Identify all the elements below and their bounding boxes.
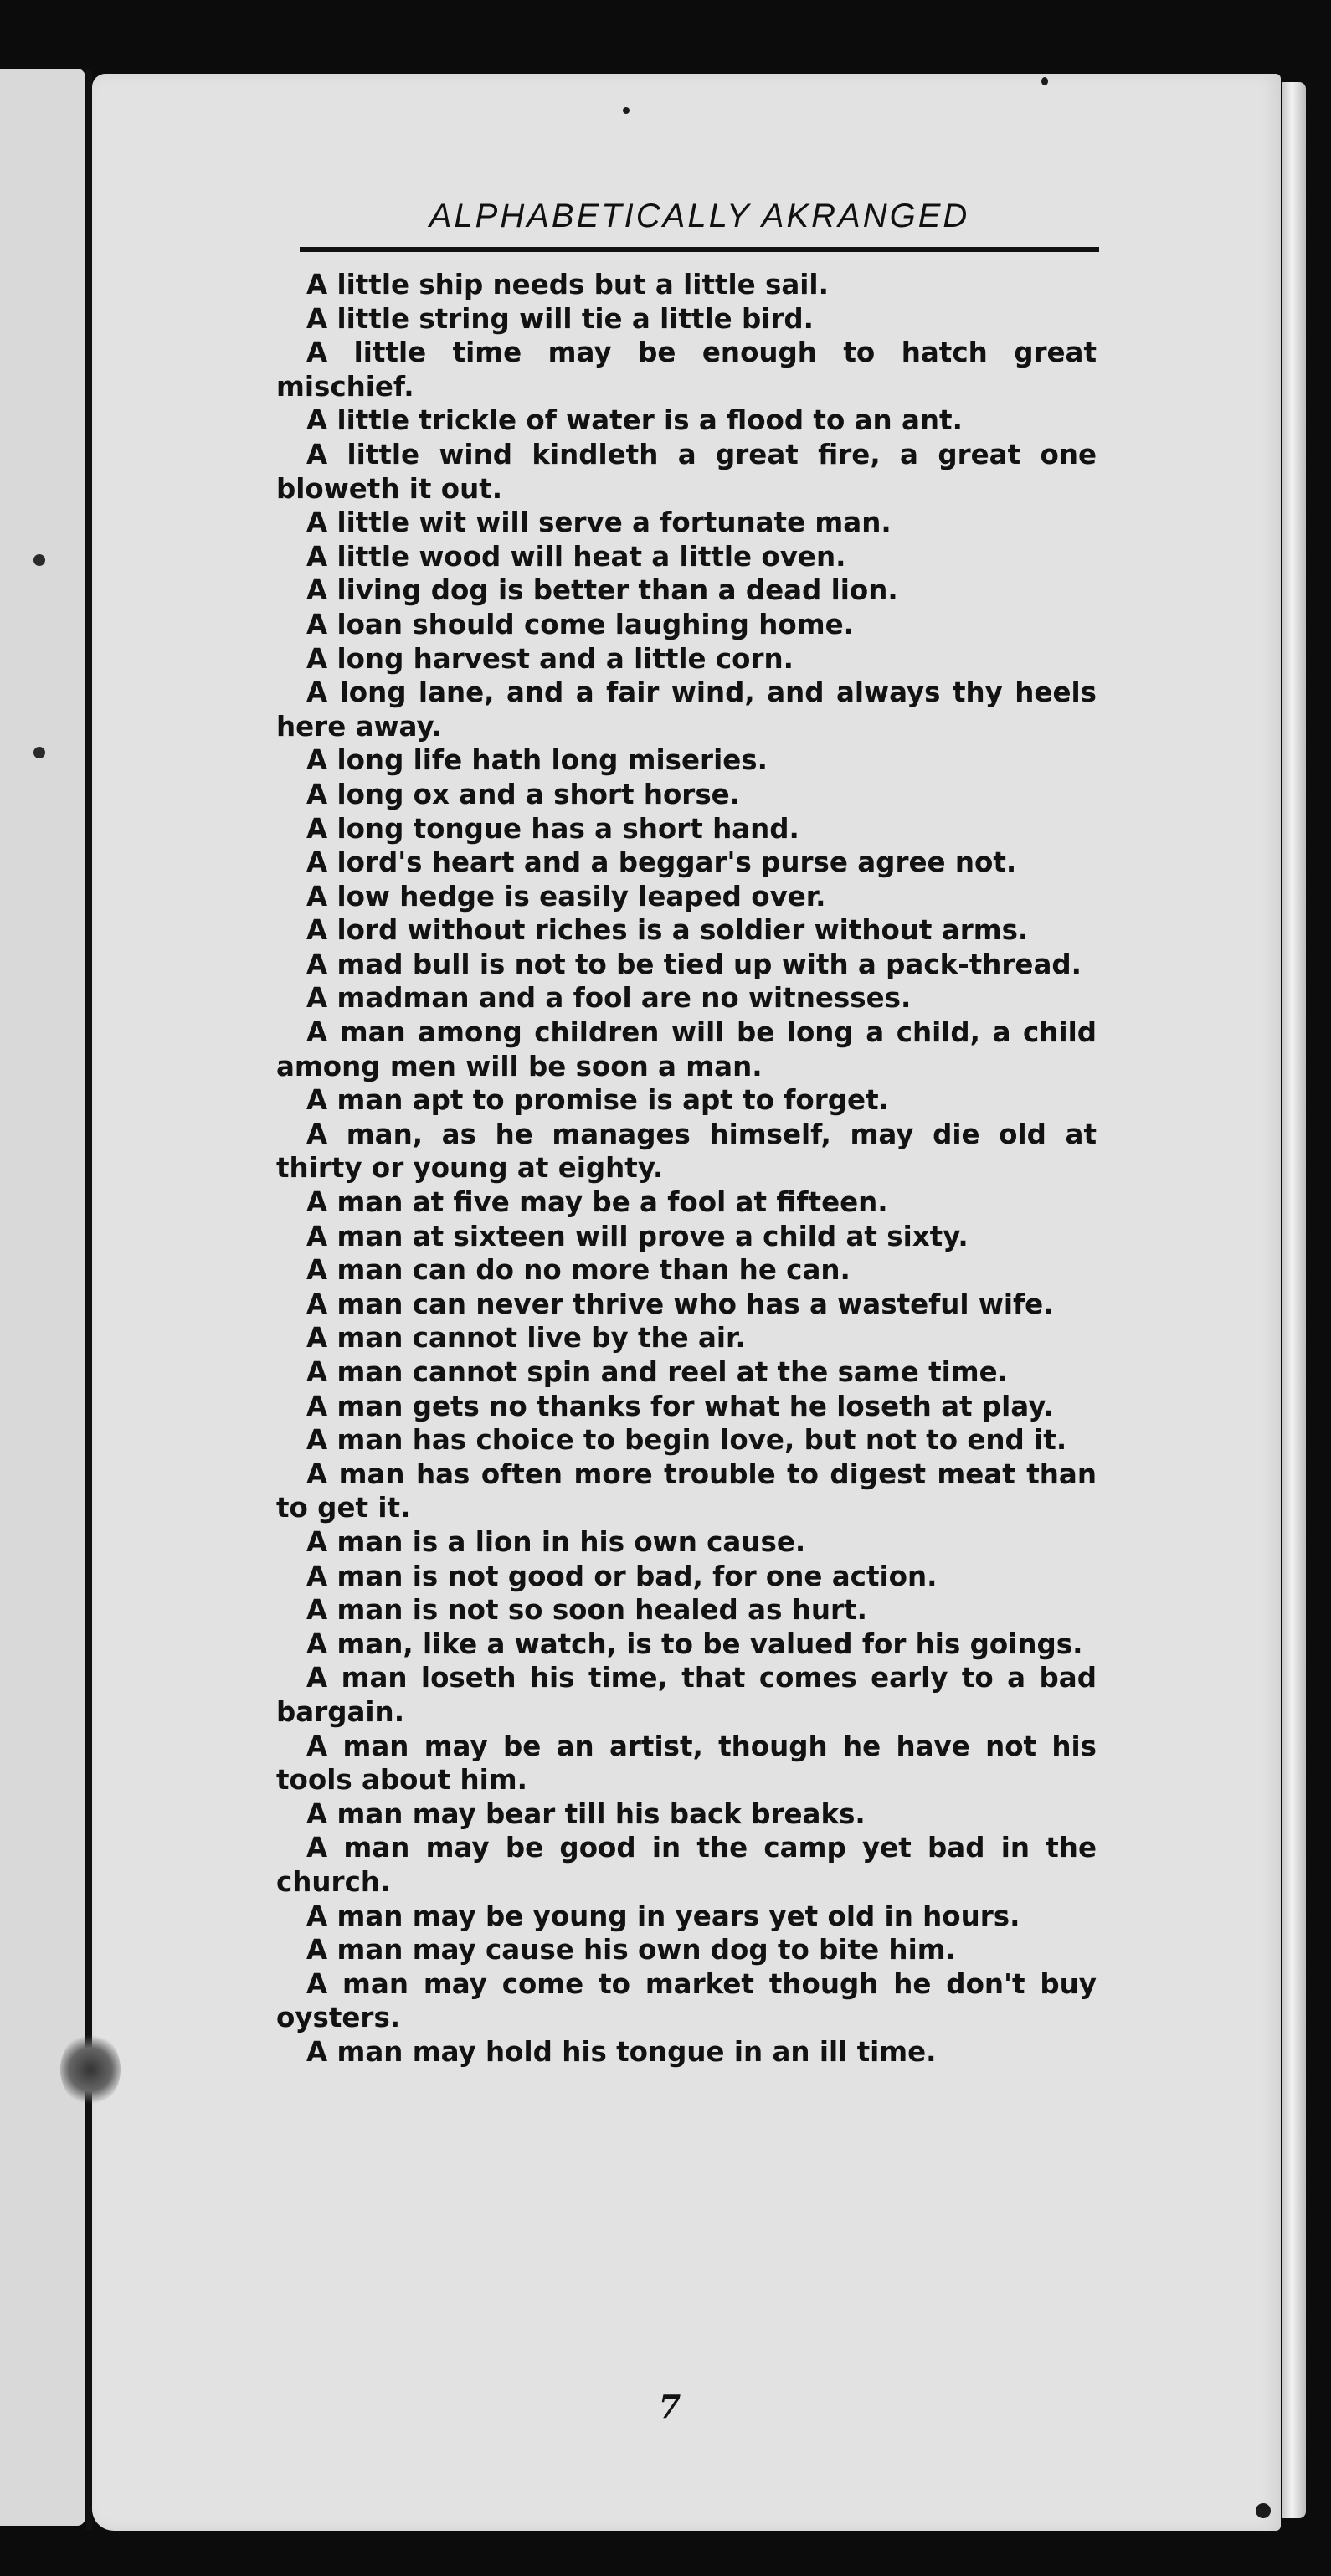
header-rule [300, 247, 1099, 252]
proverb-paragraph: A man may bear till his back breaks. [306, 1797, 866, 1830]
proverb-paragraph: A man at five may be a fool at fifteen. [306, 1186, 888, 1219]
proverb-paragraph: A long ox and a short horse. [306, 778, 741, 810]
proverb-list [276, 268, 1097, 2069]
proverb-paragraph: A man, as he manages himself, may die old at thirty or young at eighty. [276, 1118, 1097, 1185]
binding-hole [33, 747, 45, 758]
proverb-paragraph: A man apt to promise is apt to forget. [306, 1084, 889, 1117]
proverb-paragraph: A little string will tie a little bird. [306, 302, 815, 335]
proverb-paragraph: A little wood will heat a little oven. [306, 540, 846, 573]
proverb-paragraph: A man may be good in the camp yet bad in the church. [276, 1832, 1097, 1898]
proverb-paragraph: A man at sixteen will prove a child at sixty. [306, 1220, 969, 1252]
proverb-paragraph: A long harvest and a little corn. [306, 642, 794, 675]
proverb-paragraph: A man cannot spin and reel at the same time. [306, 1356, 1009, 1388]
proverb-paragraph: A long tongue has a short hand. [306, 812, 799, 845]
proverb-paragraph: A lord without riches is a soldier without arms. [306, 914, 1029, 947]
proverb-paragraph: A madman and a fool are no witnesses. [306, 982, 912, 1015]
proverb-paragraph: A long lane, and a fair wind, and always thy heels here away. [276, 676, 1097, 743]
proverb-paragraph: A long life hath long miseries. [306, 744, 768, 777]
proverb-paragraph: A man is a lion in his own cause. [306, 1525, 806, 1558]
proverb-paragraph: A living dog is better than a dead lion. [306, 574, 898, 607]
proverb-paragraph: A man can do no more than he can. [306, 1254, 851, 1287]
proverb-paragraph: A man is not so soon healed as hurt. [306, 1594, 867, 1627]
proverb-paragraph: A man among children will be long a child, a child among men will be soon a man. [276, 1016, 1097, 1082]
proverb-paragraph: A man cannot live by the air. [306, 1322, 746, 1355]
facing-page-edge [0, 69, 85, 2526]
page-edge [1282, 82, 1306, 2518]
proverb-paragraph: A man has choice to begin love, but not to end it. [306, 1424, 1067, 1457]
page-number: 7 [658, 2388, 681, 2425]
proverb-paragraph: A little time may be enough to hatch great mischief. [276, 337, 1097, 403]
proverb-paragraph: A lord's heart and a beggar's purse agree not. [306, 846, 1017, 879]
binding-hole [33, 554, 45, 566]
proverb-paragraph: A man may cause his own dog to bite him. [306, 1934, 956, 1967]
proverb-paragraph: A little wind kindleth a great fire, a great one bloweth it out. [276, 438, 1097, 505]
proverb-paragraph: A man gets no thanks for what he loseth at play. [306, 1390, 1054, 1422]
print-speck [1041, 77, 1048, 85]
thumb-shadow [60, 2033, 121, 2106]
print-speck [623, 107, 630, 114]
proverb-paragraph: A man may come to market though he don't buy oysters. [276, 1967, 1097, 2034]
running-header: ALPHABETICALLY AKRANGED [429, 198, 970, 234]
proverb-paragraph: A loan should come laughing home. [306, 608, 854, 640]
proverb-paragraph: A man can never thrive who has a wasteful wife. [306, 1288, 1054, 1320]
gutter-shadow [86, 69, 92, 2530]
print-speck [1256, 2503, 1271, 2518]
proverb-paragraph: A man, like a watch, is to be valued for his goings. [306, 1627, 1083, 1660]
proverb-paragraph: A man may be young in years yet old in hours. [306, 1900, 1020, 1932]
proverb-paragraph: A low hedge is easily leaped over. [306, 880, 826, 913]
proverb-paragraph: A little trickle of water is a flood to an ant. [306, 404, 963, 437]
proverb-paragraph: A little wit will serve a fortunate man. [306, 506, 892, 539]
proverb-paragraph: A man has often more trouble to digest meat than to get it. [276, 1458, 1097, 1525]
proverb-paragraph: A mad bull is not to be tied up with a pack-thread. [306, 948, 1082, 980]
proverb-paragraph: A man may hold his tongue in an ill time. [306, 2035, 937, 2068]
proverb-paragraph: A man is not good or bad, for one action. [306, 1560, 938, 1592]
proverb-paragraph: A little ship needs but a little sail. [306, 269, 829, 301]
proverb-paragraph: A man may be an artist, though he have not his tools about him. [276, 1730, 1097, 1797]
proverb-paragraph: A man loseth his time, that comes early to a bad bargain. [276, 1662, 1097, 1728]
